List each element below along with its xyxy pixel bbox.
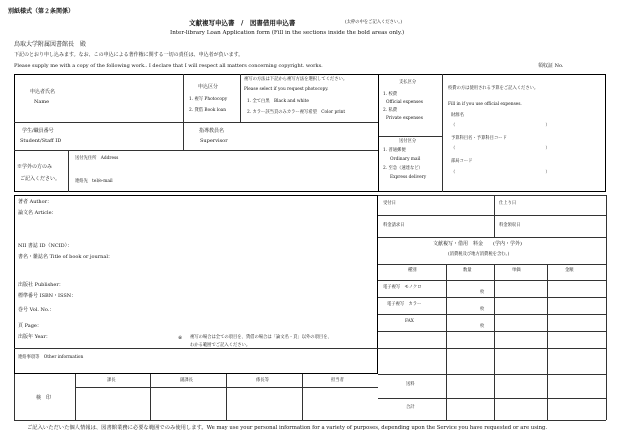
author-label: 著者 Author：	[18, 199, 53, 205]
copy-bw-option[interactable]: 1. 全て白黒 Black and white	[247, 99, 309, 104]
student-id-label-en: Student/Staff ID	[20, 138, 62, 144]
address-label: 送付先住所 Address	[75, 156, 119, 161]
receipt-number-label: 領収証 No.	[538, 63, 564, 69]
fee-row-color-unit: 枚	[480, 307, 485, 312]
budget-code-label: 予算科目名・予算科目コード	[451, 136, 507, 141]
fee-col-qty: 数量	[463, 268, 472, 273]
remarks-label: 連絡事項等 Other information	[18, 355, 84, 360]
offcampus-note-2: ご記入ください。	[20, 176, 61, 182]
form-title: 文献複写申込書 / 図書借用申込書	[189, 19, 296, 27]
contact-label: 連絡先 tel/e-mail	[75, 179, 113, 184]
applicant-name-label: 申込者氏名	[30, 89, 56, 95]
delivery-express-en: Express delivery	[390, 175, 427, 180]
note-line-1: 複写の場合は全ての項目を、貸借の場合は「論文名・頁」以外の項目を、	[190, 335, 332, 340]
stamp-label: 検 印	[36, 395, 52, 401]
article-label: 論文名 Article：	[18, 210, 57, 216]
isbn-label: 標準番号 ISBN・ISSN：	[18, 293, 77, 299]
budget-charge-label: 部局コード	[451, 159, 473, 164]
fee-row-color: 電子複写 カラー	[387, 302, 422, 307]
addressee: 鳥取大学附属図書館長 殿	[14, 41, 87, 48]
copy-color-option[interactable]: 2. カラー該当頁のみカラー複写希望 Color print	[247, 110, 346, 115]
supervisor-label: 指導教員名	[199, 128, 225, 134]
booktitle-label: 書名・雑誌名 Title of book or journal：	[18, 254, 113, 260]
form-title-en: Inter-library Loan Application form (Fill in the sections inside the bold areas only.)	[170, 30, 405, 36]
delivery-ordinary[interactable]: 1. 普通郵便	[383, 148, 406, 153]
delivery-express[interactable]: 2. 至急（速達など）	[383, 166, 423, 171]
budget-code-field[interactable]: （ ）	[451, 146, 550, 151]
copy-method-jp: 複写の方法は下記から複写方法を選択してください。	[244, 77, 348, 82]
payment-label: 支払区分	[399, 80, 417, 85]
request-type-label: 申込区分	[198, 84, 219, 90]
fee-col-type: 種別	[408, 268, 417, 273]
fee-row-mono: 電子複写 モノクロ	[383, 285, 422, 290]
payment-official-en: Official expenses	[386, 100, 424, 105]
fee-row-mono-unit: 枚	[480, 290, 485, 295]
student-id-label: 学生/職員番号	[22, 128, 54, 134]
total-label: 合計	[406, 405, 415, 410]
supervisor-label-en: Supervisor	[200, 138, 228, 144]
delivery-label: 送付区分	[399, 139, 417, 144]
copy-method-en: Please select if you request photocopy.	[244, 87, 329, 92]
fee-col-unit: 単価	[512, 268, 521, 273]
pledge-jp: 下記のとおり申し込みます。なお、この申込による著作権に関する一切の責任は、申込者が負います。	[14, 52, 244, 58]
invoice-date-label: 料金請求日	[383, 223, 405, 228]
payment-official[interactable]: 1. 校費	[383, 92, 398, 97]
budget-charge-field[interactable]: （ ）	[451, 170, 550, 175]
offcampus-note-1: ※学外の方のみ	[17, 164, 53, 170]
budget-instruction-jp: 校費の方は使用される予算をご記入ください。	[448, 86, 539, 91]
form-number: 別紙様式（第２条関係）	[8, 8, 75, 15]
payment-date-label: 料金領収日	[499, 223, 521, 228]
year-label: 出版年 Year：	[18, 334, 51, 340]
page-label: 頁 Page：	[18, 323, 42, 329]
applicant-name-field[interactable]	[70, 78, 180, 118]
budget-dept-label: 財源名	[451, 113, 464, 118]
request-type-loan[interactable]: 2. 貸借 Book loan	[189, 108, 227, 113]
budget-instruction-en: Fill in if you use official expenses.	[448, 102, 522, 107]
received-date-label: 受付日	[383, 201, 396, 206]
request-type-photocopy[interactable]: 1. 複写 Photocopy	[189, 97, 228, 102]
publisher-label: 出版社 Publisher：	[18, 282, 64, 288]
stamp-col-deputy: 副課長	[180, 378, 193, 383]
fee-col-amount: 金額	[565, 268, 574, 273]
payment-private-en: Private expenses	[386, 116, 423, 121]
budget-dept-field[interactable]: （ ）	[451, 123, 550, 128]
postage-label: 送料	[406, 382, 415, 387]
stamp-col-staff: 担当者	[331, 378, 344, 383]
payment-private[interactable]: 2. 私費	[383, 108, 398, 113]
completed-date-label: 仕上り日	[499, 201, 517, 206]
fee-row-fax-unit: 枚	[480, 324, 485, 329]
stamp-col-manager: 課長	[107, 378, 116, 383]
ncid-label: NII 書誌 ID（NCID）：	[18, 243, 73, 249]
delivery-ordinary-en: Ordinary mail	[390, 157, 421, 162]
note-mark: ※	[178, 335, 183, 341]
stamp-col-chief: 係長等	[256, 378, 269, 383]
privacy-note: ご記入いただいた個人情報は、図書館業務に必要な範囲でのみ使用します。We may use your personal information for a variety of purposes, depending upon the Service you have requested or are using.	[27, 425, 548, 431]
volume-label: 巻号 Vol. No.：	[18, 307, 55, 313]
applicant-name-label-en: Name	[34, 99, 50, 105]
fee-row-fax: FAX	[405, 319, 414, 324]
fee-subtitle: (消費税及び地方消費税を含む。)	[448, 252, 510, 257]
fee-title: 文献複写・借用 料金 (学内・学外)	[433, 241, 522, 247]
note-line-2: わかる範囲でご記入ください。	[190, 343, 251, 348]
form-title-note: (太枠の中をご記入ください。)	[345, 20, 403, 25]
pledge-en: Please supply me with a copy of the following work.. I declare that I will respect all matters concerning copyright. works.	[14, 63, 323, 69]
